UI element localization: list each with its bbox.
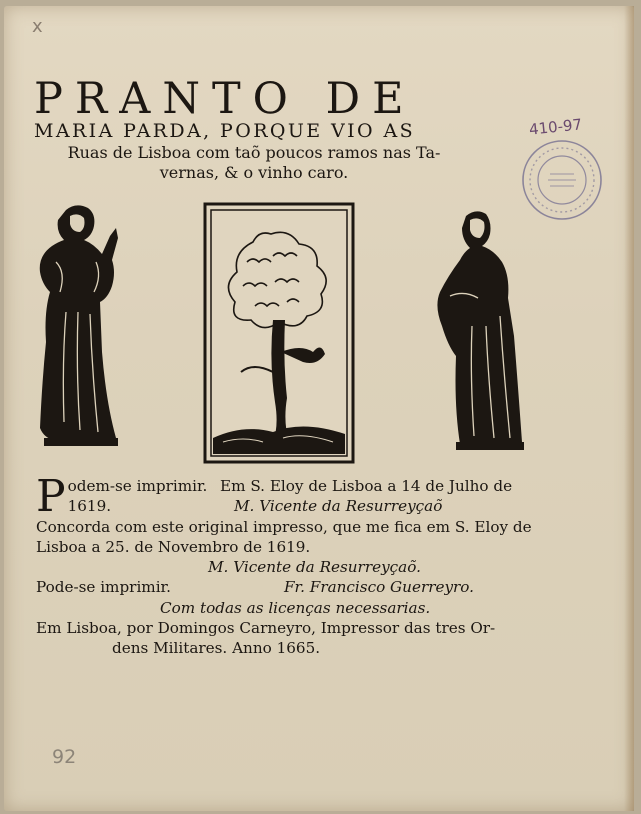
imprint-line-6-a: Pode-se imprimir. bbox=[36, 578, 171, 597]
title-line-2: MARIA PARDA, PORQUE VIO AS bbox=[34, 120, 415, 142]
imprint-line-4: Lisboa a 25. de Novembro de 1619. bbox=[36, 537, 311, 556]
imprint-line-9: dens Militares. Anno 1665. bbox=[112, 639, 321, 658]
imprint-line-1 bbox=[36, 476, 546, 496]
page-edge-shadow bbox=[624, 6, 634, 811]
drop-cap: P bbox=[36, 471, 66, 522]
imprint-line-2-a: 1619. bbox=[67, 497, 112, 516]
imprint-line-1-a: odem-se imprimir. bbox=[67, 477, 208, 495]
woodcut-tree-panel-icon bbox=[203, 202, 355, 464]
imprint-line-5: M. Vicente da Resurreyçaõ. bbox=[208, 558, 421, 577]
imprint-line-2 bbox=[36, 496, 546, 516]
document-page bbox=[4, 6, 634, 811]
imprint-line-8: Em Lisboa, por Domingos Carneyro, Impressor das tres Or- bbox=[36, 619, 496, 638]
folio-number: 92 bbox=[52, 746, 77, 768]
imprint-line-3: Concorda com este original impresso, que me fica em S. Eloy de bbox=[36, 517, 532, 536]
imprint-block bbox=[36, 471, 546, 659]
imprint-line-7: Com todas as licenças necessarias. bbox=[160, 598, 431, 617]
imprint-line-6-b: Fr. Francisco Guerreyro. bbox=[284, 578, 475, 597]
shelf-mark: 410-97 bbox=[528, 115, 583, 139]
imprint-line-2-b: M. Vicente da Resurreyçaõ bbox=[234, 497, 443, 516]
corner-mark: x bbox=[32, 16, 43, 37]
woodcut-man-figure-icon bbox=[36, 202, 126, 450]
title-line-1: PRANTO DE bbox=[34, 74, 416, 124]
title-line-4: vernas, & o vinho caro. bbox=[159, 163, 349, 182]
imprint-line-6 bbox=[36, 577, 546, 597]
library-stamp-icon bbox=[520, 138, 604, 222]
woodcut-woman-figure-icon bbox=[430, 206, 526, 452]
title-line-3: Ruas de Lisboa com taõ poucos ramos nas Ta- bbox=[67, 143, 441, 162]
imprint-line-1-b: Em S. Eloy de Lisboa a 14 de Julho de bbox=[220, 477, 513, 495]
